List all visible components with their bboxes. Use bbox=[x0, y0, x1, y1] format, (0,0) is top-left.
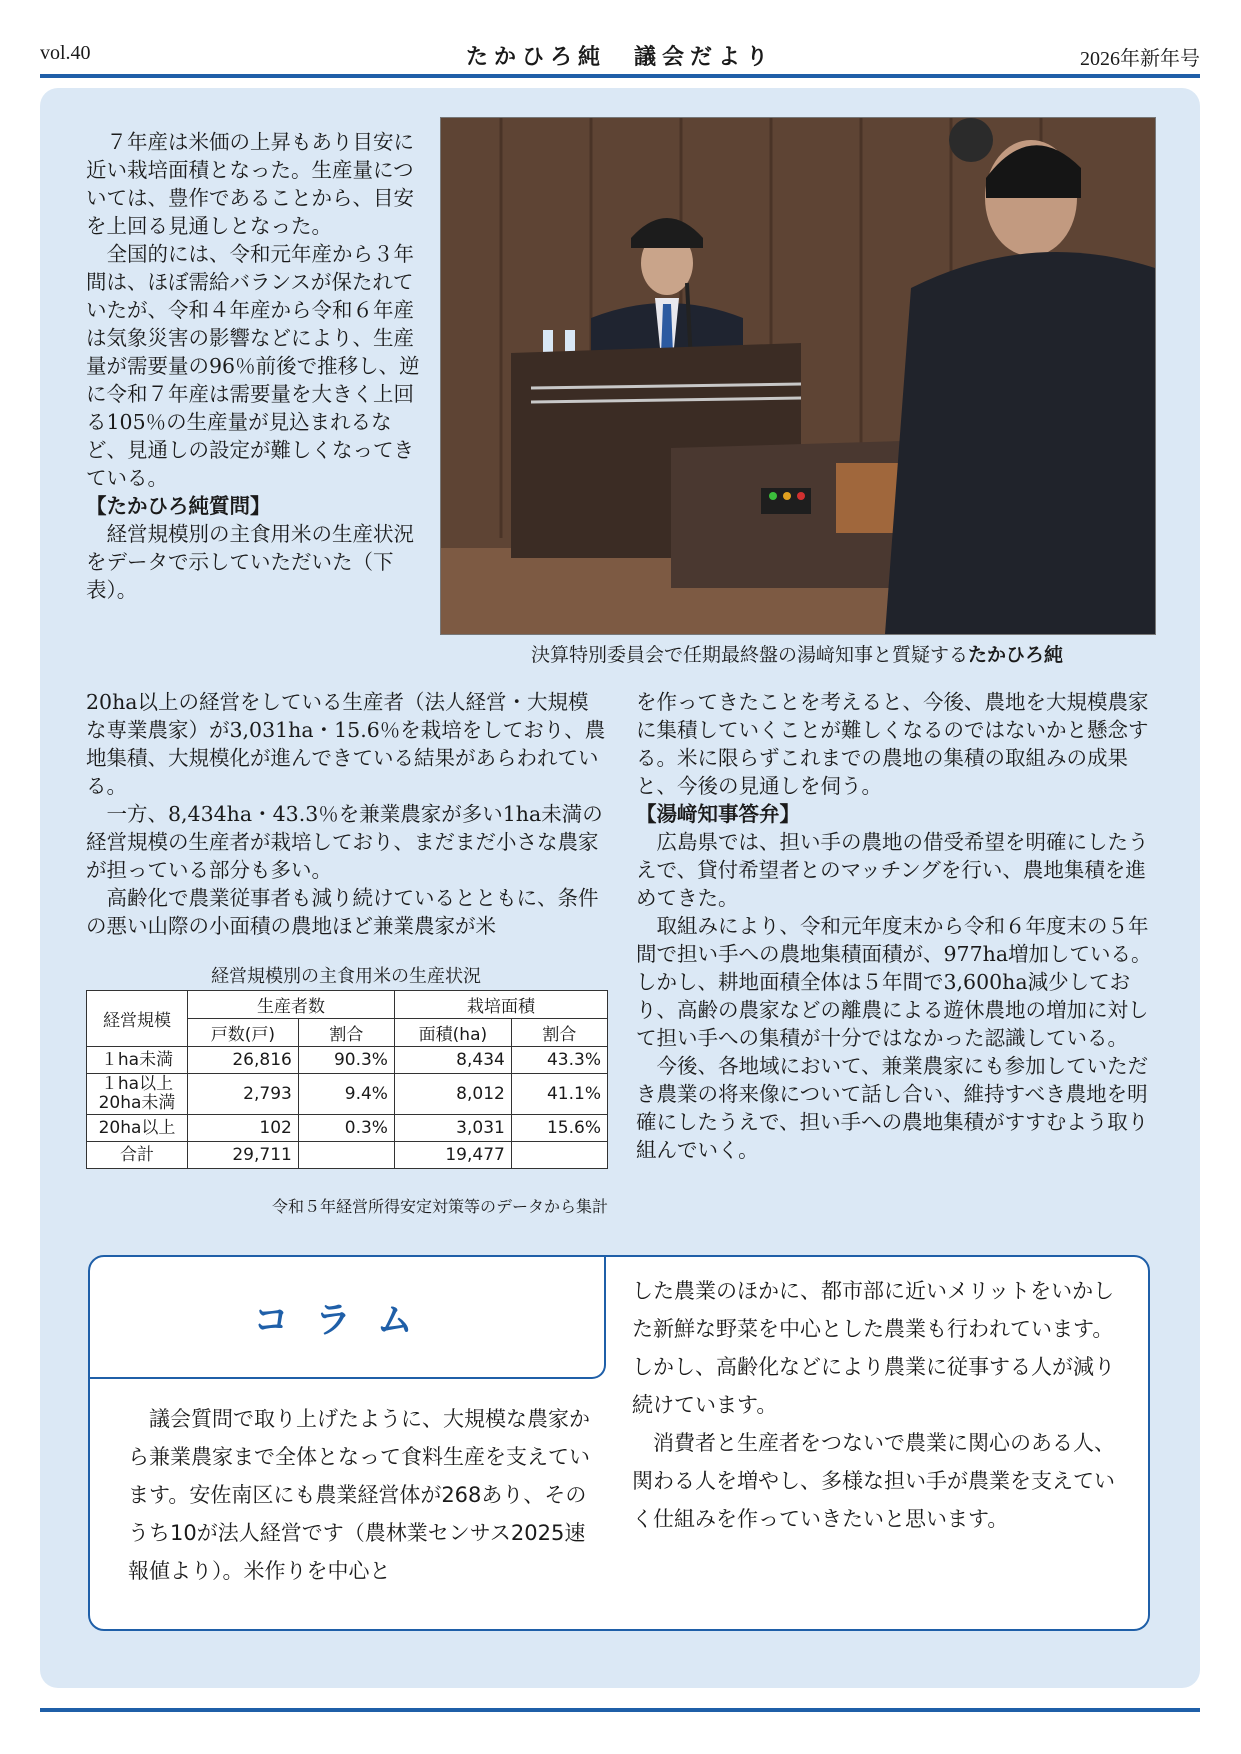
committee-photo bbox=[440, 117, 1156, 635]
caption-name: たかひろ純 bbox=[968, 644, 1064, 666]
cell-area-ratio bbox=[511, 1142, 607, 1169]
answer-heading: 【湯﨑知事答弁】 bbox=[636, 802, 800, 826]
article-paragraph: 高齢化で農業従事者も減り続けているとともに、条件の悪い山際の小面積の農地ほど兼業農家が米 bbox=[86, 886, 599, 938]
newsletter-title: たかひろ純 議会だより bbox=[465, 44, 774, 70]
answer-paragraph: 今後、各地域において、兼業農家にも参加していただき農業の将来像について話し合い、維持すべき農地を明確にしたうえで、担い手への農地集積がすすむよう取り組んでいく。 bbox=[636, 1054, 1149, 1162]
cell-area-ratio: 43.3% bbox=[511, 1047, 607, 1074]
table-row bbox=[87, 1115, 608, 1142]
row-label: 合計 bbox=[87, 1142, 188, 1169]
cell-households: 102 bbox=[188, 1115, 299, 1142]
article-paragraph: 全国的には、令和元年産から３年間は、ほぼ需給バランスが保たれていたが、令和４年産から令和６年産は気象災害の影響などにより、生産量が需要量の96％前後で推移し、逆に令和７年産は需要量を大きく上回る105％の生産量が見込まれるなど、見通しの設定が難しくなってきている。 bbox=[86, 242, 420, 490]
question-intro: 経営規模別の主食用米の生産状況をデータで示していただいた（下表）。 bbox=[86, 522, 414, 602]
cell-households: 26,816 bbox=[188, 1047, 299, 1074]
row-label-line: 20ha未満 bbox=[98, 1093, 176, 1113]
table-row bbox=[87, 1047, 608, 1074]
table-subheader: 割合 bbox=[511, 1019, 607, 1047]
article-column-left-top bbox=[86, 128, 432, 604]
article-paragraph: 20ha以上の経営をしている生産者（法人経営・大規模な専業農家）が3,031ha・15.6％を栽培をしており、農地集積、大規模化が進んできている結果があらわれている。 bbox=[86, 690, 606, 798]
volume-number: vol.40 bbox=[40, 42, 91, 64]
committee-photo-illustration bbox=[441, 118, 1155, 634]
column-text-left bbox=[128, 1400, 604, 1590]
column-paragraph: 消費者と生産者をつないで農業に関心のある人、関わる人を増やし、多様な担い手が農業を支えていく仕組みを作っていきたいと思います。 bbox=[632, 1431, 1115, 1531]
article-column-left-bottom bbox=[86, 688, 608, 940]
production-table bbox=[86, 990, 608, 1169]
caption-text: 決算特別委員会で任期最終盤の湯﨑知事と質疑する bbox=[530, 644, 968, 666]
table-header-scale: 経営規模 bbox=[87, 991, 188, 1047]
row-label: １ha未満 bbox=[87, 1047, 188, 1074]
article-paragraph: 一方、8,434ha・43.3％を兼業農家が多い1ha未満の経営規模の生産者が栽培しており、まだまだ小さな農家が担っている部分も多い。 bbox=[86, 802, 603, 882]
photo-caption bbox=[440, 640, 1154, 667]
column-title: コラム bbox=[253, 1300, 439, 1341]
table-source: 令和５年経営所得安定対策等のデータから集計 bbox=[271, 1197, 608, 1216]
cell-area-ratio: 15.6% bbox=[511, 1115, 607, 1142]
table-header-area: 栽培面積 bbox=[394, 991, 607, 1019]
column-paragraph: 議会質問で取り上げたように、大規模な農家から兼業農家まで全体となって食料生産を支えています。安佐南区にも農業経営体が268あり、そのうち10が法人経営です（農林業センサス2025速報値より）。米作りを中心と bbox=[128, 1407, 590, 1583]
table-subheader: 割合 bbox=[298, 1019, 394, 1047]
table-subheader: 面積(ha) bbox=[394, 1019, 511, 1047]
cell-household-ratio: 90.3% bbox=[298, 1047, 394, 1074]
cell-households: 29,711 bbox=[188, 1142, 299, 1169]
cell-households: 2,793 bbox=[188, 1074, 299, 1115]
article-paragraph: を作ってきたことを考えると、今後、農地を大規模農家に集積していくことが難しくなるのではないかと懸念する。米に限らずこれまでの農地の集積の取組みの成果と、今後の見通しを伺う。 bbox=[636, 690, 1149, 798]
table-header-producers: 生産者数 bbox=[188, 991, 395, 1019]
row-label bbox=[87, 1074, 188, 1115]
answer-paragraph: 取組みにより、令和元年度末から令和６年度末の５年間で担い手への農地集積面積が、977ha増加している。しかし、耕地面積全体は５年間で3,600ha減少しており、高齢の農家などの離農による遊休農地の増加に対して担い手への集積が十分ではなかった認識している。 bbox=[636, 914, 1152, 1050]
cell-area-ratio: 41.1% bbox=[511, 1074, 607, 1115]
row-label-line: １ha以上 bbox=[100, 1074, 174, 1094]
table-row bbox=[87, 1074, 608, 1115]
article-paragraph: ７年産は米価の上昇もあり目安に近い栽培面積となった。生産量については、豊作であることから、目安を上回る見通しとなった。 bbox=[86, 130, 414, 238]
row-label: 20ha以上 bbox=[87, 1115, 188, 1142]
cell-area: 3,031 bbox=[394, 1115, 511, 1142]
table-title: 経営規模別の主食用米の生産状況 bbox=[211, 966, 481, 987]
cell-area: 19,477 bbox=[394, 1142, 511, 1169]
issue-label: 2026年新年号 bbox=[1080, 48, 1200, 70]
cell-household-ratio: 9.4% bbox=[298, 1074, 394, 1115]
answer-paragraph: 広島県では、担い手の農地の借受希望を明確にしたうえで、貸付希望者とのマッチングを行い、農地集積を進めてきた。 bbox=[636, 830, 1149, 910]
article-column-right bbox=[636, 688, 1154, 1164]
question-heading: 【たかひろ純質問】 bbox=[86, 494, 271, 518]
cell-area: 8,434 bbox=[394, 1047, 511, 1074]
table-subheader: 戸数(戸) bbox=[188, 1019, 299, 1047]
header-rule bbox=[40, 74, 1200, 78]
table-row bbox=[87, 1142, 608, 1169]
column-text-right bbox=[632, 1272, 1120, 1538]
footer-rule bbox=[40, 1708, 1200, 1712]
page-header bbox=[40, 40, 1200, 70]
cell-household-ratio: 0.3% bbox=[298, 1115, 394, 1142]
cell-household-ratio bbox=[298, 1142, 394, 1169]
column-paragraph: した農業のほかに、都市部に近いメリットをいかした新鮮な野菜を中心とした農業も行われています。しかし、高齢化などにより農業に従事する人が減り続けています。 bbox=[632, 1279, 1115, 1417]
cell-area: 8,012 bbox=[394, 1074, 511, 1115]
